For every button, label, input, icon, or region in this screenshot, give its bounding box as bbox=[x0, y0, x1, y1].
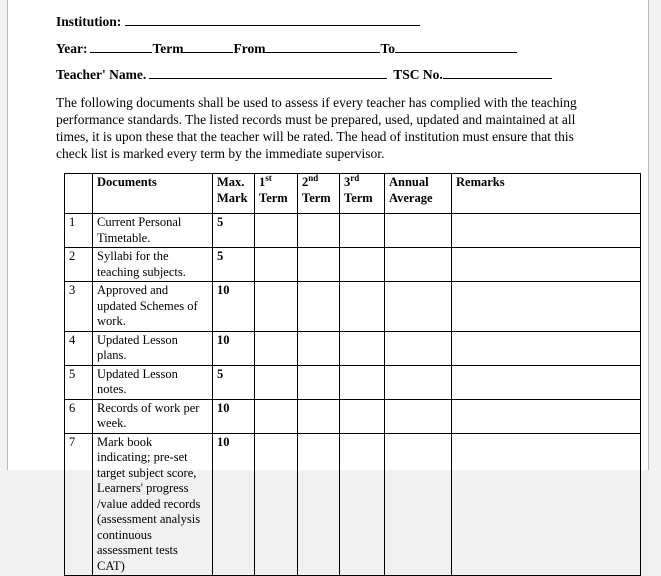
max-mark-cell: 10 bbox=[213, 399, 255, 433]
table-row bbox=[65, 248, 641, 282]
term1-cell[interactable] bbox=[255, 331, 298, 365]
teacher-line bbox=[56, 66, 648, 83]
institution-blank[interactable] bbox=[125, 13, 420, 26]
document-cell: Syllabi for the teaching subjects. bbox=[93, 248, 213, 282]
row-number-cell: 6 bbox=[65, 399, 93, 433]
header-remarks: Remarks bbox=[452, 174, 641, 214]
table-row bbox=[65, 365, 641, 399]
annual-average-cell[interactable] bbox=[385, 331, 452, 365]
document-page[interactable] bbox=[7, 0, 649, 573]
teacher-name-label: Teacher' Name. bbox=[56, 67, 147, 82]
term1-cell[interactable] bbox=[255, 282, 298, 332]
term3-cell[interactable] bbox=[340, 365, 385, 399]
term1-cell[interactable] bbox=[255, 365, 298, 399]
institution-line bbox=[56, 13, 648, 30]
term1-cell[interactable] bbox=[255, 433, 298, 576]
max-mark-cell: 5 bbox=[213, 248, 255, 282]
document-cell: Updated Lesson notes. bbox=[93, 365, 213, 399]
document-cell: Mark book indicating; pre-set target subject score, Learners' progress /value added records (assessment analysis continuous assessment tests CAT) bbox=[93, 433, 213, 576]
row-number-cell: 2 bbox=[65, 248, 93, 282]
annual-average-cell[interactable] bbox=[385, 433, 452, 576]
term3-cell[interactable] bbox=[340, 433, 385, 576]
remarks-cell[interactable] bbox=[452, 365, 641, 399]
institution-label: Institution: bbox=[56, 14, 122, 29]
year-line bbox=[56, 40, 648, 57]
max-mark-cell: 5 bbox=[213, 214, 255, 248]
teacher-records-checklist-table bbox=[64, 173, 641, 576]
row-number-cell: 1 bbox=[65, 214, 93, 248]
term-label: Term bbox=[152, 41, 184, 56]
year-label: Year: bbox=[56, 41, 88, 56]
header-documents: Documents bbox=[93, 174, 213, 214]
term2-cell[interactable] bbox=[298, 399, 340, 433]
term3-cell[interactable] bbox=[340, 248, 385, 282]
to-label: To bbox=[380, 41, 395, 56]
annual-average-cell[interactable] bbox=[385, 214, 452, 248]
max-mark-cell: 10 bbox=[213, 433, 255, 576]
max-mark-cell: 10 bbox=[213, 282, 255, 332]
max-mark-cell: 10 bbox=[213, 331, 255, 365]
row-number-cell: 7 bbox=[65, 433, 93, 576]
from-blank[interactable] bbox=[265, 40, 380, 53]
annual-average-cell[interactable] bbox=[385, 282, 452, 332]
header-term-3: 3rd Term bbox=[340, 174, 385, 214]
table-row bbox=[65, 282, 641, 332]
intro-paragraph: The following documents shall be used to assess if every teacher has complied with the teaching performance standards. The listed records must be prepared, used, updated and maintained at all times, it is upon these that the teacher will be rated. The head of institution must ensure that this check list is marked every term by the immediate supervisor. bbox=[56, 95, 577, 161]
remarks-cell[interactable] bbox=[452, 248, 641, 282]
term3-cell[interactable] bbox=[340, 214, 385, 248]
term1-cell[interactable] bbox=[255, 399, 298, 433]
term2-cell[interactable] bbox=[298, 365, 340, 399]
row-number-cell: 3 bbox=[65, 282, 93, 332]
document-cell: Current Personal Timetable. bbox=[93, 214, 213, 248]
term2-cell[interactable] bbox=[298, 282, 340, 332]
term3-cell[interactable] bbox=[340, 399, 385, 433]
remarks-cell[interactable] bbox=[452, 399, 641, 433]
max-mark-cell: 5 bbox=[213, 365, 255, 399]
annual-average-cell[interactable] bbox=[385, 365, 452, 399]
term3-cell[interactable] bbox=[340, 282, 385, 332]
row-number-cell: 5 bbox=[65, 365, 93, 399]
remarks-cell[interactable] bbox=[452, 433, 641, 576]
header-term-1: 1st Term bbox=[255, 174, 298, 214]
from-label: From bbox=[233, 41, 266, 56]
teacher-name-blank[interactable] bbox=[149, 66, 387, 79]
term3-cell[interactable] bbox=[340, 331, 385, 365]
annual-average-cell[interactable] bbox=[385, 399, 452, 433]
annual-average-cell[interactable] bbox=[385, 248, 452, 282]
remarks-cell[interactable] bbox=[452, 331, 641, 365]
document-content bbox=[8, 0, 648, 576]
tsc-no-blank[interactable] bbox=[443, 66, 552, 79]
header-annual-average: Annual Average bbox=[385, 174, 452, 214]
table-row bbox=[65, 214, 641, 248]
to-blank[interactable] bbox=[395, 40, 517, 53]
table-row bbox=[65, 331, 641, 365]
term1-cell[interactable] bbox=[255, 214, 298, 248]
term2-cell[interactable] bbox=[298, 248, 340, 282]
term-blank[interactable] bbox=[183, 40, 233, 53]
header-max-mark: Max. Mark bbox=[213, 174, 255, 214]
term2-cell[interactable] bbox=[298, 214, 340, 248]
remarks-cell[interactable] bbox=[452, 214, 641, 248]
term2-cell[interactable] bbox=[298, 433, 340, 576]
table-row bbox=[65, 433, 641, 576]
document-cell: Records of work per week. bbox=[93, 399, 213, 433]
header-term-2: 2nd Term bbox=[298, 174, 340, 214]
document-cell: Approved and updated Schemes of work. bbox=[93, 282, 213, 332]
document-cell: Updated Lesson plans. bbox=[93, 331, 213, 365]
term2-cell[interactable] bbox=[298, 331, 340, 365]
year-blank[interactable] bbox=[90, 40, 152, 53]
tsc-no-label: TSC No. bbox=[393, 67, 443, 82]
header-number bbox=[65, 174, 93, 214]
row-number-cell: 4 bbox=[65, 331, 93, 365]
table-row bbox=[65, 399, 641, 433]
term1-cell[interactable] bbox=[255, 248, 298, 282]
remarks-cell[interactable] bbox=[452, 282, 641, 332]
table-header-row bbox=[65, 174, 641, 214]
